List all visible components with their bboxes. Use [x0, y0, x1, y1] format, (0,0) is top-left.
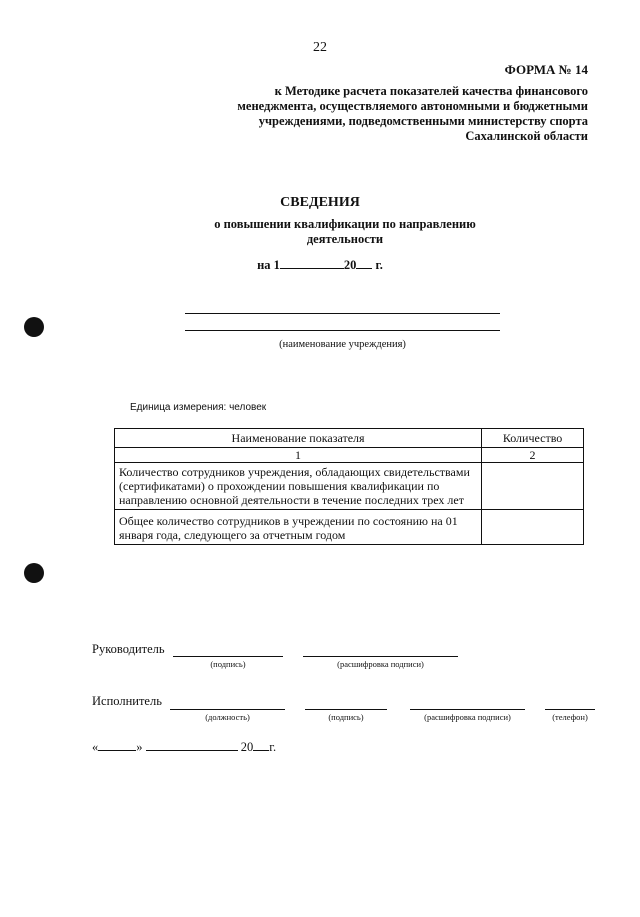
- header-line: Сахалинской области: [465, 129, 588, 143]
- date-prefix: на 1: [257, 258, 280, 272]
- indicator-name: Количество сотрудников учреждения, обладающих свидетельствами (сертификатами) о прохождении повышения квалификации по направлению основной деятельности в течение последних трех лет: [115, 463, 482, 510]
- page-number: 22: [313, 40, 327, 55]
- signing-date-suffix: г.: [269, 740, 277, 754]
- table-row: [115, 463, 584, 510]
- date-suffix: г.: [375, 258, 383, 272]
- day-blank[interactable]: [98, 738, 136, 751]
- institution-name-line[interactable]: [185, 330, 500, 331]
- executor-name-line[interactable]: [410, 709, 525, 710]
- executor-position-caption: (должность): [205, 712, 250, 722]
- header-line: учреждениями, подведомственными министерству спорта: [258, 114, 588, 128]
- executor-label: Исполнитель: [92, 694, 162, 708]
- head-signature-caption: (подпись): [210, 659, 246, 669]
- indicator-value[interactable]: [482, 463, 584, 510]
- executor-signature-caption: (подпись): [328, 712, 364, 722]
- header-block: [168, 84, 588, 144]
- column-header-quantity: Количество: [482, 429, 584, 448]
- column-header-name: Наименование показателя: [115, 429, 482, 448]
- column-number: 2: [482, 448, 584, 463]
- table-header-row: [115, 429, 584, 448]
- open-quote: «: [92, 740, 99, 754]
- subtitle-line: о повышении квалификации по направлению: [214, 217, 476, 231]
- report-date-line: [0, 256, 640, 273]
- signing-date: [92, 738, 276, 755]
- indicator-value[interactable]: [482, 510, 584, 545]
- document-title: СВЕДЕНИЯ: [280, 195, 360, 210]
- executor-signature-line[interactable]: [305, 709, 387, 710]
- indicator-name: Общее количество сотрудников в учреждении по состоянию на 01 января года, следующего за отчетным годом: [115, 510, 482, 545]
- document-subtitle: [195, 217, 495, 247]
- subtitle-line: деятельности: [306, 232, 384, 246]
- table-row: [115, 510, 584, 545]
- month-blank[interactable]: [146, 738, 238, 751]
- indicators-table: [114, 428, 584, 545]
- executor-name-caption: (расшифровка подписи): [424, 712, 511, 722]
- executor-phone-line[interactable]: [545, 709, 595, 710]
- year-blank[interactable]: [356, 256, 372, 269]
- binder-hole: [24, 317, 44, 337]
- date-blank[interactable]: [280, 256, 344, 269]
- table-column-number-row: [115, 448, 584, 463]
- signing-year-prefix: 20: [240, 740, 254, 754]
- header-line: менеджмента, осуществляемого автономными и бюджетными: [237, 99, 588, 113]
- column-number: 1: [115, 448, 482, 463]
- unit-label: Единица измерения: человек: [130, 402, 267, 413]
- binder-hole: [24, 563, 44, 583]
- form-number: ФОРМА № 14: [504, 62, 588, 77]
- executor-phone-caption: (телефон): [552, 712, 588, 722]
- header-line: к Методике расчета показателей качества финансового: [274, 84, 588, 98]
- executor-position-line[interactable]: [170, 709, 285, 710]
- institution-caption: (наименование учреждения): [279, 339, 406, 350]
- date-year-prefix: 20: [343, 258, 357, 272]
- signing-year-blank[interactable]: [253, 738, 269, 751]
- close-quote: »: [136, 740, 143, 754]
- head-label: Руководитель: [92, 642, 165, 656]
- head-name-line[interactable]: [303, 656, 458, 657]
- head-signature-line[interactable]: [173, 656, 283, 657]
- head-name-caption: (расшифровка подписи): [337, 659, 424, 669]
- institution-name-line[interactable]: [185, 313, 500, 314]
